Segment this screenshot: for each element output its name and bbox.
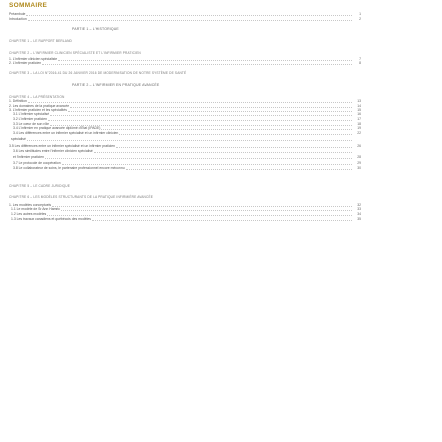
toc-entry-label: 1.1 Le modèle de Sr Ann Hamric xyxy=(11,207,61,211)
dot-leader xyxy=(126,169,352,170)
dot-leader xyxy=(42,64,352,65)
toc-entry[interactable] xyxy=(0,195,442,201)
toc-entry-label: spécialisé xyxy=(11,137,26,141)
toc-entry[interactable] xyxy=(0,184,442,190)
toc-entry-label: 3.4 Les différences entre un infirmier spécialisé et un infirmier clinicien xyxy=(13,131,119,135)
page-number: 18 xyxy=(357,122,361,126)
toc-entry-label: 1.2 Les autres modèles xyxy=(11,212,47,216)
toc-entry[interactable] xyxy=(0,217,442,223)
page-number: 22 xyxy=(357,131,361,135)
dot-leader xyxy=(116,147,352,148)
page-number: 29 xyxy=(357,161,361,165)
page-number: 30 xyxy=(357,166,361,170)
dot-leader xyxy=(101,129,352,130)
dot-leader xyxy=(48,120,352,121)
chapter-heading: CHAPITRE 2 – L'INFIRMIER CLINICIEN SPÉCIALISTE ET L'INFIRMIER PRATICIEN xyxy=(9,51,141,55)
chapter-heading: CHAPITRE 1 – LE RAPPORT BERLAND xyxy=(9,39,72,43)
toc-entry[interactable] xyxy=(0,166,442,172)
page-number: 17 xyxy=(357,117,361,121)
page-number: 28 xyxy=(357,155,361,159)
toc-entry-label: 3. L'infirmier praticien et les spécialités xyxy=(9,108,67,112)
page-number: 2 xyxy=(359,17,361,21)
toc-entry-label: 3.8 Le collaborateur de soins, le partenaire professionnel encore méconnu xyxy=(13,166,125,170)
toc-entry-label: 3.5 Les différences entre un infirmier spécialisé et un infirmier praticien xyxy=(9,144,116,148)
page-number: 34 xyxy=(357,212,361,216)
toc-entry[interactable] xyxy=(0,137,442,143)
page-number: 32 xyxy=(357,203,361,207)
toc-entry[interactable] xyxy=(0,17,442,23)
toc-entry-label: Préambule xyxy=(9,12,26,16)
toc-entry-label: et l'infirmier praticien xyxy=(13,155,44,159)
dot-leader xyxy=(27,140,352,141)
page-number: 26 xyxy=(357,144,361,148)
dot-leader xyxy=(28,20,352,21)
dot-leader xyxy=(94,152,352,153)
dot-leader xyxy=(62,164,352,165)
toc-entry-label: 2. Les domaines de la pratique avancée xyxy=(9,104,70,108)
toc-entry[interactable] xyxy=(0,83,442,89)
chapter-heading: CHAPITRE 3 – LA LOI N°2016-41 DU 26 JANVIER 2016 DE MODERNISATION DE NOTRE SYSTÈME DE SANTÉ xyxy=(9,71,187,75)
part-heading: PARTIE 1 – L'HISTORIQUE xyxy=(72,27,119,31)
page-number: 13 xyxy=(357,99,361,103)
dot-leader xyxy=(50,115,352,116)
dot-leader xyxy=(26,15,352,16)
toc-entry[interactable] xyxy=(0,39,442,45)
dot-leader xyxy=(45,158,352,159)
toc-entry-label: 3.3 Le cœur de son rôle xyxy=(13,122,49,126)
page-number: 15 xyxy=(357,108,361,112)
page-number: 33 xyxy=(357,207,361,211)
toc-entry-label: 1. Définition xyxy=(9,99,27,103)
toc-title: SOMMAIRE xyxy=(9,2,48,9)
toc-entry-label: 1.3 Les travaux canadiens et québécois des modèles xyxy=(11,217,91,221)
toc-entry-label: 3.2 L'infirmier praticien xyxy=(13,117,48,121)
toc-entry-label: 1. L'infirmier clinicien spécialiste xyxy=(9,57,58,61)
dot-leader xyxy=(47,215,352,216)
chapter-heading: CHAPITRE 4 – LA PRÉSENTATION xyxy=(9,95,65,99)
dot-leader xyxy=(28,102,352,103)
page-number: 19 xyxy=(357,126,361,130)
toc-entry-label: 3.1 L'infirmier spécialisé xyxy=(13,112,50,116)
toc-entry[interactable] xyxy=(0,27,442,33)
toc-entry-label: 3.6 Les similitudes entre l'infirmier clinicien spécialisé xyxy=(13,149,93,153)
dot-leader xyxy=(119,134,352,135)
page-number: 7 xyxy=(359,57,361,61)
page-number: 1 xyxy=(359,12,361,16)
toc-entry-label: 3.7 Le protocole de coopération xyxy=(13,161,61,165)
dot-leader xyxy=(61,210,352,211)
toc-entry-label: Introduction xyxy=(9,17,27,21)
page-number: 8 xyxy=(359,61,361,65)
toc-entry-label: 2. L'infirmier praticien xyxy=(9,61,42,65)
chapter-heading: CHAPITRE 6 – LES MODÈLES STRUCTURANTS DE LA PRATIQUE INFIRMIÈRE AVANCÉE xyxy=(9,195,154,199)
toc-entry[interactable] xyxy=(0,71,442,77)
toc-entry-label: 1. Les modèles conceptuels xyxy=(9,203,52,207)
chapter-heading: CHAPITRE 5 – LE CADRE JURIDIQUE xyxy=(9,184,70,188)
toc-entry[interactable] xyxy=(0,61,442,67)
page-number: 14 xyxy=(357,104,361,108)
dot-leader xyxy=(92,220,352,221)
part-heading: PARTIE 2 – L'INFIRMIER EN PRATIQUE AVANCÉE xyxy=(72,83,160,87)
page-number: 35 xyxy=(357,217,361,221)
page-number: 16 xyxy=(357,112,361,116)
toc-entry-label: 3.4 L'infirmier en pratique avancée diplômé d'État (IPADE) xyxy=(13,126,101,130)
